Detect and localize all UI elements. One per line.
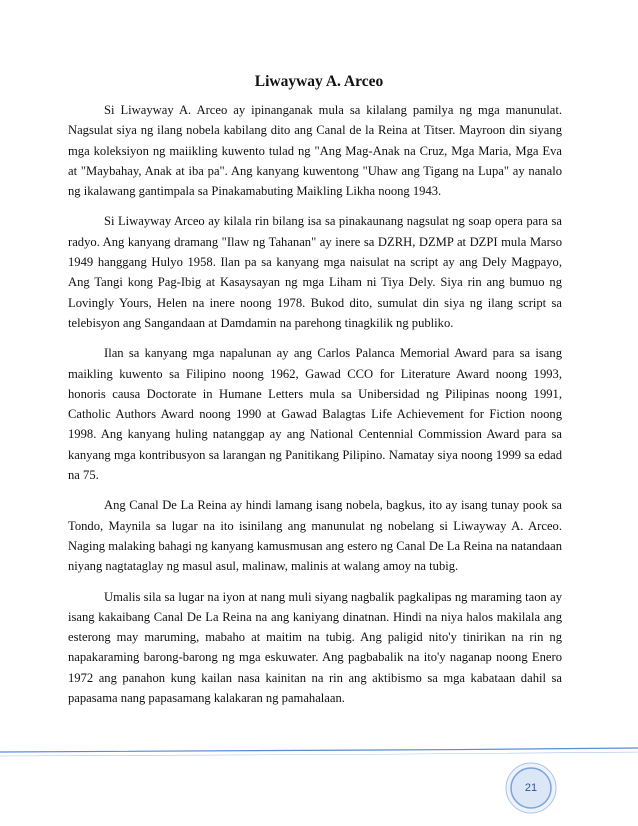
- document-title: Liwayway A. Arceo: [254, 73, 384, 90]
- footer-curve-line-faint: [0, 752, 638, 756]
- paragraph: Si Liwayway A. Arceo ay ipinanganak mula sa kilalang pamilya ng mga manunulat. Nagsulat siya ng ilang nobela kabilang dito ang Canal de la Reina at Titser. Mayroon din siyang mga koleksiyon ng maiikling kuwento tulad ng "Ang Mag-Anak na Cruz, Mga Maria, Mga Eva at "Maybahay, Anak at iba pa". Ang kanyang kuwentong "Uhaw ang Tigang na Lupa" ay nanalo ng ikalawang gantimpala sa Pinakamabuting Maikling Likha noong 1943.: [68, 103, 562, 199]
- footer-curve-line: [0, 748, 638, 752]
- paragraph: Ang Canal De La Reina ay hindi lamang isang nobela, bagkus, ito ay isang tunay pook sa Tondo, Maynila sa lugar na ito isinilang ang manunulat ng nobelang si Liwayway A. Arceo. Naging malaking bahagi ng kanyang kamusmusan ang estero ng Canal De La Reina na natandaan niyang nagtataglay ng masul asul, malinaw, malinis at walang amoy na tubig.: [68, 498, 562, 574]
- page-number: 21: [524, 782, 538, 794]
- paragraph: Ilan sa kanyang mga napalunan ay ang Carlos Palanca Memorial Award para sa isang maikling kuwento sa Filipino noong 1962, Gawad CCO for Literature Award noong 1993, honoris causa Doctorate in Humane Letters mula sa Unibersidad ng Pilipinas noong 1991, Catholic Authors Award noong 1990 at Gawad Balagtas Life Achievement for Fiction noong 1998. Ang kanyang huling natanggap ay ang National Centennial Commission Award para sa kanyang mga kontribusyon sa larangan ng Panitikang Pilipino. Namatay siya noong 1999 sa edad na 75.: [68, 346, 562, 483]
- paragraph: Si Liwayway Arceo ay kilala rin bilang isa sa pinakaunang nagsulat ng soap opera para sa radyo. Ang kanyang dramang "Ilaw ng Tahanan" ay inere sa DZRH, DZMP at DZPI mula Marso 1949 hanggang Hulyo 1958. Ilan pa sa kanyang mga naisulat na script ay ang Dely Magpayo, Ang Tangi kong Pag-Ibig at Kasaysayan ng mga Liham ni Tiya Dely. Siya rin ang bumuo ng Lovingly Yours, Helen na inere noong 1978. Bukod dito, sumulat din siya ng ilang script sa telebisyon ang Sangandaan at Damdamin na parehong tinagkilik ng publiko.: [68, 214, 562, 330]
- paragraph: Umalis sila sa lugar na iyon at nang muli siyang nagbalik pagkalipas ng maraming taon ay isang kakaibang Canal De La Reina na ang kaniyang dinatnan. Hindi na niya halos makilala ang esterong may maruming, mabaho at maitim na tubig. Ang paligid nito'y tinirikan na rin ng napakaraming barong-barong ng mga eskuwater. Ang pagbabalik na ito'y naganap noong Enero 1972 ang panahon kung kailan nasa kainitan na rin ang aktibismo sa mga kabataan dahil sa papasama nang papasamang kalakaran ng pamahalaan.: [68, 589, 562, 706]
